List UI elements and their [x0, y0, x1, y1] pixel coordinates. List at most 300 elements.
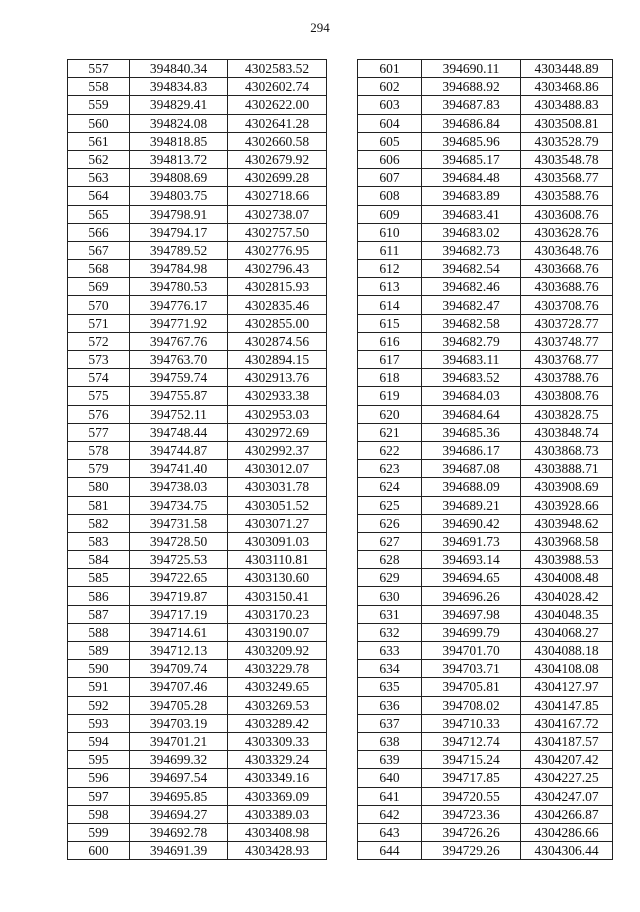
x-coordinate-cell: 394829.41	[130, 96, 228, 114]
y-coordinate-cell: 4302660.58	[228, 132, 327, 150]
point-number-cell: 561	[68, 132, 130, 150]
x-coordinate-cell: 394685.17	[422, 150, 521, 168]
y-coordinate-cell: 4303329.24	[228, 751, 327, 769]
x-coordinate-cell: 394694.65	[422, 569, 521, 587]
point-number-cell: 643	[358, 823, 422, 841]
x-coordinate-cell: 394686.84	[422, 114, 521, 132]
x-coordinate-cell: 394723.36	[422, 805, 521, 823]
y-coordinate-cell: 4304108.08	[521, 660, 613, 678]
table-row	[68, 787, 327, 805]
point-number-cell: 631	[358, 605, 422, 623]
x-coordinate-cell: 394709.74	[130, 660, 228, 678]
y-coordinate-cell: 4303369.09	[228, 787, 327, 805]
x-coordinate-cell: 394699.79	[422, 623, 521, 641]
point-number-cell: 591	[68, 678, 130, 696]
y-coordinate-cell: 4303448.89	[521, 60, 613, 78]
table-row	[358, 787, 613, 805]
point-number-cell: 605	[358, 132, 422, 150]
point-number-cell: 600	[68, 842, 130, 860]
table-row	[68, 569, 327, 587]
point-number-cell: 593	[68, 714, 130, 732]
table-row	[358, 460, 613, 478]
x-coordinate-cell: 394692.78	[130, 823, 228, 841]
y-coordinate-cell: 4303888.71	[521, 460, 613, 478]
y-coordinate-cell: 4303349.16	[228, 769, 327, 787]
x-coordinate-cell: 394701.21	[130, 732, 228, 750]
x-coordinate-cell: 394708.02	[422, 696, 521, 714]
y-coordinate-cell: 4303648.76	[521, 241, 613, 259]
x-coordinate-cell: 394703.71	[422, 660, 521, 678]
table-row	[68, 369, 327, 387]
point-number-cell: 585	[68, 569, 130, 587]
point-number-cell: 574	[68, 369, 130, 387]
y-coordinate-cell: 4303908.69	[521, 478, 613, 496]
table-row	[358, 332, 613, 350]
table-row	[358, 805, 613, 823]
x-coordinate-cell: 394689.21	[422, 496, 521, 514]
table-row	[68, 314, 327, 332]
x-coordinate-cell: 394699.32	[130, 751, 228, 769]
point-number-cell: 560	[68, 114, 130, 132]
table-row	[68, 169, 327, 187]
y-coordinate-cell: 4303848.74	[521, 423, 613, 441]
y-coordinate-cell: 4303051.52	[228, 496, 327, 514]
point-number-cell: 589	[68, 642, 130, 660]
table-row	[358, 241, 613, 259]
table-row	[358, 351, 613, 369]
table-row	[68, 623, 327, 641]
x-coordinate-cell: 394824.08	[130, 114, 228, 132]
table-row	[358, 132, 613, 150]
table-row	[358, 369, 613, 387]
y-coordinate-cell: 4303808.76	[521, 387, 613, 405]
point-number-cell: 638	[358, 732, 422, 750]
y-coordinate-cell: 4302679.92	[228, 150, 327, 168]
x-coordinate-cell: 394741.40	[130, 460, 228, 478]
y-coordinate-cell: 4302855.00	[228, 314, 327, 332]
point-number-cell: 607	[358, 169, 422, 187]
point-number-cell: 601	[358, 60, 422, 78]
table-row	[358, 569, 613, 587]
y-coordinate-cell: 4302972.69	[228, 423, 327, 441]
y-coordinate-cell: 4302796.43	[228, 260, 327, 278]
y-coordinate-cell: 4303988.53	[521, 551, 613, 569]
table-row	[68, 769, 327, 787]
table-row	[358, 405, 613, 423]
table-row	[68, 60, 327, 78]
point-number-cell: 599	[68, 823, 130, 841]
x-coordinate-cell: 394684.64	[422, 405, 521, 423]
point-number-cell: 639	[358, 751, 422, 769]
point-number-cell: 622	[358, 441, 422, 459]
point-number-cell: 604	[358, 114, 422, 132]
y-coordinate-cell: 4304028.42	[521, 587, 613, 605]
x-coordinate-cell: 394767.76	[130, 332, 228, 350]
x-coordinate-cell: 394683.11	[422, 351, 521, 369]
x-coordinate-cell: 394686.17	[422, 441, 521, 459]
x-coordinate-cell: 394696.26	[422, 587, 521, 605]
point-number-cell: 613	[358, 278, 422, 296]
table-row	[68, 605, 327, 623]
table-row	[68, 241, 327, 259]
x-coordinate-cell: 394719.87	[130, 587, 228, 605]
y-coordinate-cell: 4303150.41	[228, 587, 327, 605]
table-row	[358, 296, 613, 314]
y-coordinate-cell: 4303468.86	[521, 78, 613, 96]
table-row	[358, 187, 613, 205]
x-coordinate-cell: 394759.74	[130, 369, 228, 387]
x-coordinate-cell: 394685.96	[422, 132, 521, 150]
point-number-cell: 567	[68, 241, 130, 259]
table-row	[358, 150, 613, 168]
point-number-cell: 635	[358, 678, 422, 696]
x-coordinate-cell: 394705.81	[422, 678, 521, 696]
x-coordinate-cell: 394738.03	[130, 478, 228, 496]
table-row	[68, 478, 327, 496]
y-coordinate-cell: 4302815.93	[228, 278, 327, 296]
y-coordinate-cell: 4303608.76	[521, 205, 613, 223]
table-row	[68, 732, 327, 750]
coordinates-table-left	[67, 59, 327, 860]
y-coordinate-cell: 4303229.78	[228, 660, 327, 678]
table-row	[68, 751, 327, 769]
table-row	[68, 187, 327, 205]
point-number-cell: 578	[68, 441, 130, 459]
point-number-cell: 575	[68, 387, 130, 405]
point-number-cell: 598	[68, 805, 130, 823]
y-coordinate-cell: 4304306.44	[521, 842, 613, 860]
y-coordinate-cell: 4302933.38	[228, 387, 327, 405]
x-coordinate-cell: 394748.44	[130, 423, 228, 441]
point-number-cell: 579	[68, 460, 130, 478]
point-number-cell: 583	[68, 532, 130, 550]
x-coordinate-cell: 394703.19	[130, 714, 228, 732]
point-number-cell: 580	[68, 478, 130, 496]
table-row	[358, 823, 613, 841]
y-coordinate-cell: 4303130.60	[228, 569, 327, 587]
table-row	[358, 114, 613, 132]
table-row	[358, 260, 613, 278]
x-coordinate-cell: 394693.14	[422, 551, 521, 569]
x-coordinate-cell: 394701.70	[422, 642, 521, 660]
x-coordinate-cell: 394710.33	[422, 714, 521, 732]
x-coordinate-cell: 394789.52	[130, 241, 228, 259]
point-number-cell: 581	[68, 496, 130, 514]
y-coordinate-cell: 4303091.03	[228, 532, 327, 550]
table-row	[358, 441, 613, 459]
y-coordinate-cell: 4302992.37	[228, 441, 327, 459]
x-coordinate-cell: 394688.92	[422, 78, 521, 96]
x-coordinate-cell: 394691.73	[422, 532, 521, 550]
table-row	[68, 714, 327, 732]
y-coordinate-cell: 4302699.28	[228, 169, 327, 187]
point-number-cell: 596	[68, 769, 130, 787]
table-row	[358, 496, 613, 514]
x-coordinate-cell: 394683.89	[422, 187, 521, 205]
x-coordinate-cell: 394682.73	[422, 241, 521, 259]
y-coordinate-cell: 4303389.03	[228, 805, 327, 823]
point-number-cell: 628	[358, 551, 422, 569]
table-row	[68, 405, 327, 423]
table-row	[68, 441, 327, 459]
point-number-cell: 584	[68, 551, 130, 569]
point-number-cell: 597	[68, 787, 130, 805]
point-number-cell: 582	[68, 514, 130, 532]
point-number-cell: 586	[68, 587, 130, 605]
table-row	[358, 551, 613, 569]
y-coordinate-cell: 4303968.58	[521, 532, 613, 550]
y-coordinate-cell: 4304266.87	[521, 805, 613, 823]
point-number-cell: 564	[68, 187, 130, 205]
table-row	[358, 660, 613, 678]
point-number-cell: 608	[358, 187, 422, 205]
table-row	[68, 532, 327, 550]
x-coordinate-cell: 394803.75	[130, 187, 228, 205]
table-row	[68, 150, 327, 168]
x-coordinate-cell: 394683.52	[422, 369, 521, 387]
x-coordinate-cell: 394715.24	[422, 751, 521, 769]
x-coordinate-cell: 394707.46	[130, 678, 228, 696]
x-coordinate-cell: 394717.19	[130, 605, 228, 623]
point-number-cell: 587	[68, 605, 130, 623]
point-number-cell: 594	[68, 732, 130, 750]
y-coordinate-cell: 4303588.76	[521, 187, 613, 205]
y-coordinate-cell: 4304147.85	[521, 696, 613, 714]
table-row	[68, 387, 327, 405]
point-number-cell: 566	[68, 223, 130, 241]
point-number-cell: 615	[358, 314, 422, 332]
table-row	[68, 551, 327, 569]
point-number-cell: 637	[358, 714, 422, 732]
table-row	[68, 278, 327, 296]
y-coordinate-cell: 4302894.15	[228, 351, 327, 369]
point-number-cell: 632	[358, 623, 422, 641]
point-number-cell: 616	[358, 332, 422, 350]
x-coordinate-cell: 394731.58	[130, 514, 228, 532]
x-coordinate-cell: 394755.87	[130, 387, 228, 405]
point-number-cell: 569	[68, 278, 130, 296]
table-row	[358, 587, 613, 605]
point-number-cell: 568	[68, 260, 130, 278]
y-coordinate-cell: 4303948.62	[521, 514, 613, 532]
point-number-cell: 573	[68, 351, 130, 369]
y-coordinate-cell: 4302776.95	[228, 241, 327, 259]
point-number-cell: 577	[68, 423, 130, 441]
x-coordinate-cell: 394697.98	[422, 605, 521, 623]
x-coordinate-cell: 394682.79	[422, 332, 521, 350]
x-coordinate-cell: 394729.26	[422, 842, 521, 860]
table-row	[68, 332, 327, 350]
point-number-cell: 603	[358, 96, 422, 114]
table-row	[358, 623, 613, 641]
y-coordinate-cell: 4304008.48	[521, 569, 613, 587]
table-row	[358, 387, 613, 405]
x-coordinate-cell: 394726.26	[422, 823, 521, 841]
x-coordinate-cell: 394685.36	[422, 423, 521, 441]
point-number-cell: 644	[358, 842, 422, 860]
table-row	[68, 660, 327, 678]
y-coordinate-cell: 4304088.18	[521, 642, 613, 660]
y-coordinate-cell: 4303428.93	[228, 842, 327, 860]
table-row	[68, 642, 327, 660]
x-coordinate-cell: 394818.85	[130, 132, 228, 150]
table-row	[68, 514, 327, 532]
y-coordinate-cell: 4303788.76	[521, 369, 613, 387]
point-number-cell: 630	[358, 587, 422, 605]
point-number-cell: 619	[358, 387, 422, 405]
y-coordinate-cell: 4303828.75	[521, 405, 613, 423]
table-row	[358, 642, 613, 660]
point-number-cell: 629	[358, 569, 422, 587]
x-coordinate-cell: 394808.69	[130, 169, 228, 187]
point-number-cell: 626	[358, 514, 422, 532]
table-row	[68, 351, 327, 369]
table-row	[68, 678, 327, 696]
x-coordinate-cell: 394776.17	[130, 296, 228, 314]
point-number-cell: 570	[68, 296, 130, 314]
x-coordinate-cell: 394720.55	[422, 787, 521, 805]
y-coordinate-cell: 4303748.77	[521, 332, 613, 350]
point-number-cell: 559	[68, 96, 130, 114]
table-row	[68, 842, 327, 860]
table-row	[358, 532, 613, 550]
point-number-cell: 592	[68, 696, 130, 714]
y-coordinate-cell: 4303408.98	[228, 823, 327, 841]
table-row	[358, 842, 613, 860]
point-number-cell: 606	[358, 150, 422, 168]
table-row	[358, 78, 613, 96]
table-row	[358, 769, 613, 787]
y-coordinate-cell: 4304068.27	[521, 623, 613, 641]
table-row	[68, 696, 327, 714]
y-coordinate-cell: 4303289.42	[228, 714, 327, 732]
table-row	[68, 460, 327, 478]
page-number: 294	[310, 20, 330, 35]
y-coordinate-cell: 4303708.76	[521, 296, 613, 314]
x-coordinate-cell: 394813.72	[130, 150, 228, 168]
x-coordinate-cell: 394763.70	[130, 351, 228, 369]
y-coordinate-cell: 4302835.46	[228, 296, 327, 314]
y-coordinate-cell: 4302641.28	[228, 114, 327, 132]
point-number-cell: 624	[358, 478, 422, 496]
x-coordinate-cell: 394683.41	[422, 205, 521, 223]
table-row	[358, 423, 613, 441]
point-number-cell: 634	[358, 660, 422, 678]
x-coordinate-cell: 394691.39	[130, 842, 228, 860]
point-number-cell: 627	[358, 532, 422, 550]
x-coordinate-cell: 394734.75	[130, 496, 228, 514]
table-row	[68, 205, 327, 223]
y-coordinate-cell: 4302913.76	[228, 369, 327, 387]
y-coordinate-cell: 4303110.81	[228, 551, 327, 569]
y-coordinate-cell: 4303928.66	[521, 496, 613, 514]
x-coordinate-cell: 394690.42	[422, 514, 521, 532]
x-coordinate-cell: 394714.61	[130, 623, 228, 641]
table-row	[358, 278, 613, 296]
x-coordinate-cell: 394712.13	[130, 642, 228, 660]
x-coordinate-cell: 394684.03	[422, 387, 521, 405]
y-coordinate-cell: 4302953.03	[228, 405, 327, 423]
y-coordinate-cell: 4304127.97	[521, 678, 613, 696]
table-row	[68, 78, 327, 96]
table-row	[68, 260, 327, 278]
x-coordinate-cell: 394695.85	[130, 787, 228, 805]
x-coordinate-cell: 394694.27	[130, 805, 228, 823]
point-number-cell: 642	[358, 805, 422, 823]
point-number-cell: 558	[68, 78, 130, 96]
y-coordinate-cell: 4303628.76	[521, 223, 613, 241]
x-coordinate-cell: 394683.02	[422, 223, 521, 241]
y-coordinate-cell: 4303868.73	[521, 441, 613, 459]
point-number-cell: 620	[358, 405, 422, 423]
y-coordinate-cell: 4303012.07	[228, 460, 327, 478]
y-coordinate-cell: 4302622.00	[228, 96, 327, 114]
point-number-cell: 557	[68, 60, 130, 78]
y-coordinate-cell: 4303249.65	[228, 678, 327, 696]
table-row	[358, 169, 613, 187]
y-coordinate-cell: 4303071.27	[228, 514, 327, 532]
point-number-cell: 610	[358, 223, 422, 241]
point-number-cell: 565	[68, 205, 130, 223]
x-coordinate-cell: 394794.17	[130, 223, 228, 241]
x-coordinate-cell: 394717.85	[422, 769, 521, 787]
table-row	[358, 751, 613, 769]
y-coordinate-cell: 4303528.79	[521, 132, 613, 150]
table-row	[68, 132, 327, 150]
y-coordinate-cell: 4303488.83	[521, 96, 613, 114]
x-coordinate-cell: 394728.50	[130, 532, 228, 550]
y-coordinate-cell: 4304207.42	[521, 751, 613, 769]
y-coordinate-cell: 4304247.07	[521, 787, 613, 805]
x-coordinate-cell: 394752.11	[130, 405, 228, 423]
y-coordinate-cell: 4303728.77	[521, 314, 613, 332]
point-number-cell: 571	[68, 314, 130, 332]
point-number-cell: 618	[358, 369, 422, 387]
table-row	[358, 605, 613, 623]
x-coordinate-cell: 394798.91	[130, 205, 228, 223]
table-row	[68, 296, 327, 314]
table-row	[358, 678, 613, 696]
table-row	[358, 514, 613, 532]
y-coordinate-cell: 4303508.81	[521, 114, 613, 132]
y-coordinate-cell: 4304167.72	[521, 714, 613, 732]
y-coordinate-cell: 4302718.66	[228, 187, 327, 205]
x-coordinate-cell: 394687.08	[422, 460, 521, 478]
table-row	[358, 60, 613, 78]
x-coordinate-cell: 394682.46	[422, 278, 521, 296]
y-coordinate-cell: 4303170.23	[228, 605, 327, 623]
y-coordinate-cell: 4304286.66	[521, 823, 613, 841]
table-row	[358, 223, 613, 241]
table-row	[358, 732, 613, 750]
point-number-cell: 617	[358, 351, 422, 369]
table-row	[68, 805, 327, 823]
x-coordinate-cell: 394712.74	[422, 732, 521, 750]
point-number-cell: 614	[358, 296, 422, 314]
x-coordinate-cell: 394682.54	[422, 260, 521, 278]
y-coordinate-cell: 4302583.52	[228, 60, 327, 78]
x-coordinate-cell: 394688.09	[422, 478, 521, 496]
table-row	[68, 823, 327, 841]
point-number-cell: 609	[358, 205, 422, 223]
y-coordinate-cell: 4303309.33	[228, 732, 327, 750]
point-number-cell: 595	[68, 751, 130, 769]
y-coordinate-cell: 4303269.53	[228, 696, 327, 714]
point-number-cell: 633	[358, 642, 422, 660]
y-coordinate-cell: 4304187.57	[521, 732, 613, 750]
point-number-cell: 640	[358, 769, 422, 787]
y-coordinate-cell: 4303668.76	[521, 260, 613, 278]
